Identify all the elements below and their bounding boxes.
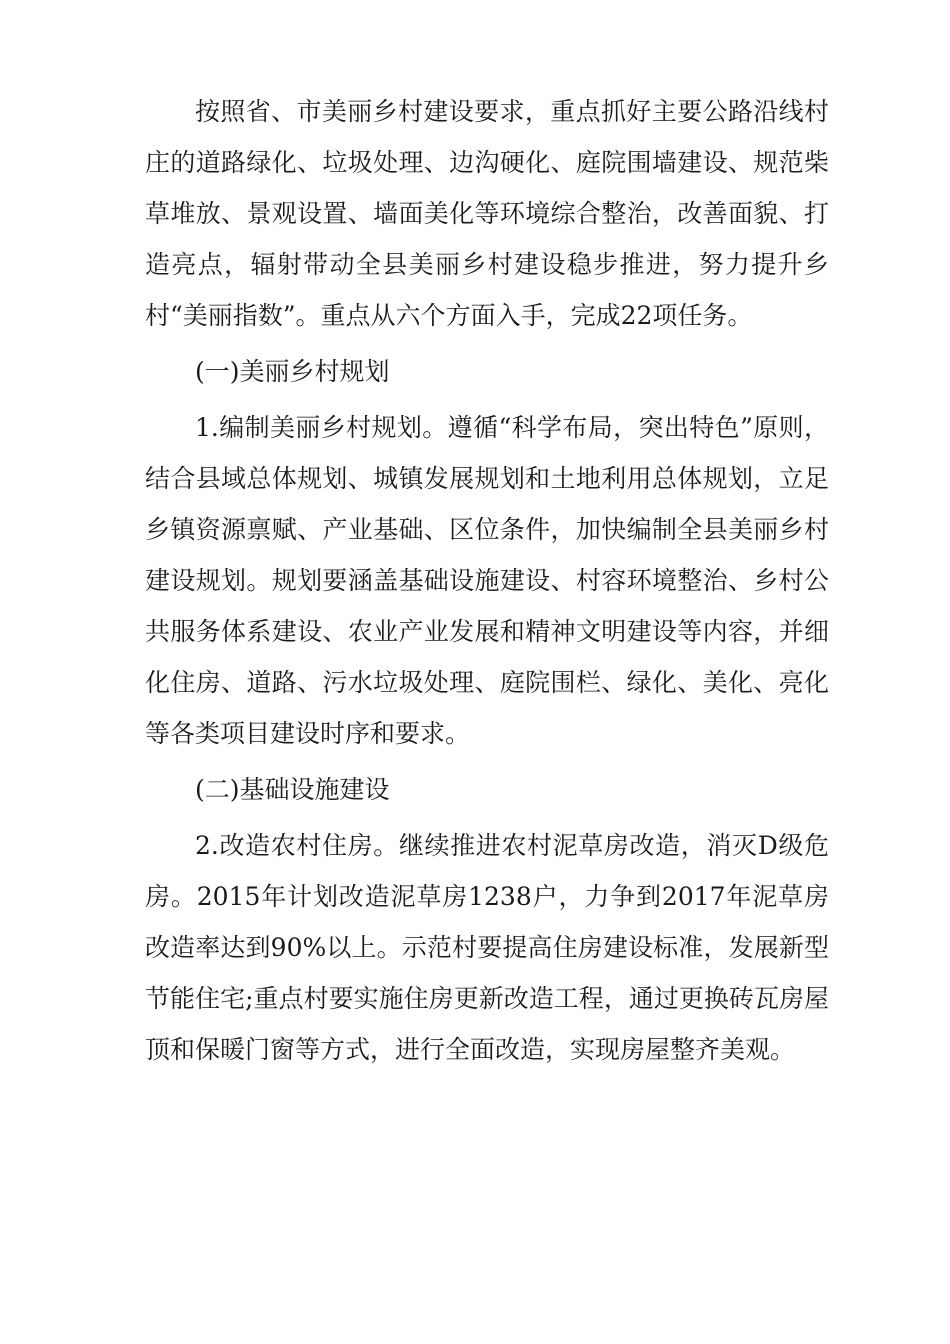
intro-paragraph: 按照省、市美丽乡村建设要求，重点抓好主要公路沿线村庄的道路绿化、垃圾处理、边沟硬化、庭院围墙建设、规范柴草堆放、景观设置、墙面美化等环境综合整治，改善面貌、打造亮点，辐射带动全县美丽乡村建设稳步推进，努力提升乡村“美丽指数”。重点从六个方面入手，完成22项任务。 bbox=[145, 97, 829, 330]
paragraph-item-2: 2.改造农村住房。继续推进农村泥草房改造，消灭D级危房。2015年计划改造泥草房1238户，力争到2017年泥草房改造率达到90%以上。示范村要提高住房建设标准，发展新型节能住宅;重点村要实施住房更新改造工程，通过更换砖瓦房屋顶和保暖门窗等方式，进行全面改造，实现房屋整齐美观。 bbox=[145, 831, 829, 1064]
document-page bbox=[145, 86, 829, 1080]
section-heading-infrastructure: (二)基础设施建设 bbox=[195, 775, 390, 804]
paragraph-item-1: 1.编制美丽乡村规划。遵循“科学布局，突出特色”原则，结合县域总体规划、城镇发展规划和土地利用总体规划，立足乡镇资源禀赋、产业基础、区位条件，加快编制全县美丽乡村建设规划。规划要涵盖基础设施建设、村容环境整治、乡村公共服务体系建设、农业产业发展和精神文明建设等内容，并细化住房、道路、污水垃圾处理、庭院围栏、绿化、美化、亮化等各类项目建设时序和要求。 bbox=[145, 413, 829, 748]
section-heading-planning: (一)美丽乡村规划 bbox=[195, 357, 390, 386]
